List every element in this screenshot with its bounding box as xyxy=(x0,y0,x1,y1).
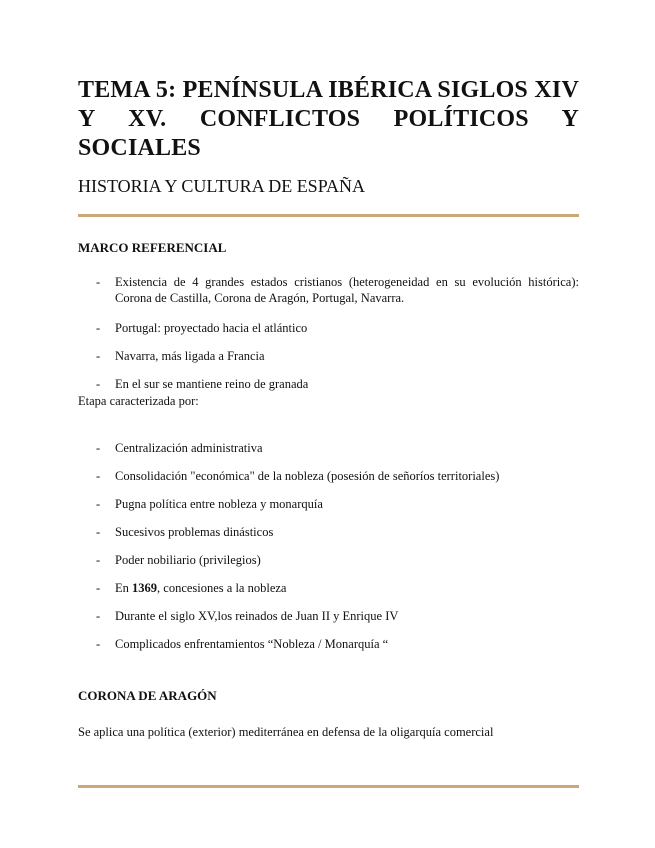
list-dash: - xyxy=(96,553,101,567)
aragon-paragraph: Se aplica una política (exterior) mediterránea en defensa de la oligarquía comercial xyxy=(78,725,494,739)
list-item-text: Poder nobiliario (privilegios) xyxy=(115,553,261,567)
list-dash: - xyxy=(96,377,101,391)
list-item-text: En el sur se mantiene reino de granada xyxy=(115,377,309,391)
list-item xyxy=(78,580,579,596)
list-item-text: Existencia de 4 grandes estados cristianos (heterogeneidad en su evolución histórica): Corona de Castilla, Corona de Aragón, Portugal, Navarra. xyxy=(115,275,579,305)
list-item xyxy=(78,320,579,336)
list-dash: - xyxy=(96,321,101,335)
list-item-text: Durante el siglo XV,los reinados de Juan II y Enrique IV xyxy=(115,609,399,623)
list-item xyxy=(78,524,579,540)
list-item-text: Complicados enfrentamientos “Nobleza / Monarquía “ xyxy=(115,637,389,651)
etapa-intro: Etapa caracterizada por: xyxy=(78,394,199,408)
item-prefix: En xyxy=(115,581,133,595)
item-suffix: , concesiones a la nobleza xyxy=(157,581,287,595)
list-item xyxy=(78,468,579,484)
list-item-text: Sucesivos problemas dinásticos xyxy=(115,525,274,539)
list-item-text: Navarra, más ligada a Francia xyxy=(115,349,265,363)
list-dash: - xyxy=(96,275,101,289)
year-1369: 1369 xyxy=(132,581,158,595)
section-heading-aragon: CORONA DE ARAGÓN xyxy=(78,688,217,703)
page-title: TEMA 5: PENÍNSULA IBÉRICA SIGLOS XIV Y XV. CONFLICTOS POLÍTICOS Y SOCIALES xyxy=(78,77,579,161)
list-item-text: Pugna política entre nobleza y monarquía xyxy=(115,497,323,511)
list-dash: - xyxy=(96,637,101,651)
list-item-text: Centralización administrativa xyxy=(115,441,263,455)
list-dash: - xyxy=(96,525,101,539)
list-dash: - xyxy=(96,609,101,623)
list-item-text: Consolidación "económica" de la nobleza (posesión de señoríos territoriales) xyxy=(115,469,500,483)
list-dash: - xyxy=(96,497,101,511)
list-item-text xyxy=(115,580,579,596)
list-item-text: Portugal: proyectado hacia el atlántico xyxy=(115,321,308,335)
list-dash: - xyxy=(96,441,101,455)
page-subtitle: HISTORIA Y CULTURA DE ESPAÑA xyxy=(78,176,366,196)
divider-bottom xyxy=(78,785,579,788)
list-item xyxy=(78,274,579,306)
section-heading-marco: MARCO REFERENCIAL xyxy=(78,240,227,255)
list-dash: - xyxy=(96,349,101,363)
divider-top xyxy=(78,214,579,217)
list-item xyxy=(78,496,579,512)
list-item xyxy=(78,440,579,456)
list-item xyxy=(78,552,579,568)
list-item xyxy=(78,636,579,652)
list-item xyxy=(78,608,579,624)
list-item xyxy=(78,376,579,392)
list-dash: - xyxy=(96,469,101,483)
list-item xyxy=(78,348,579,364)
list-dash: - xyxy=(96,581,101,595)
